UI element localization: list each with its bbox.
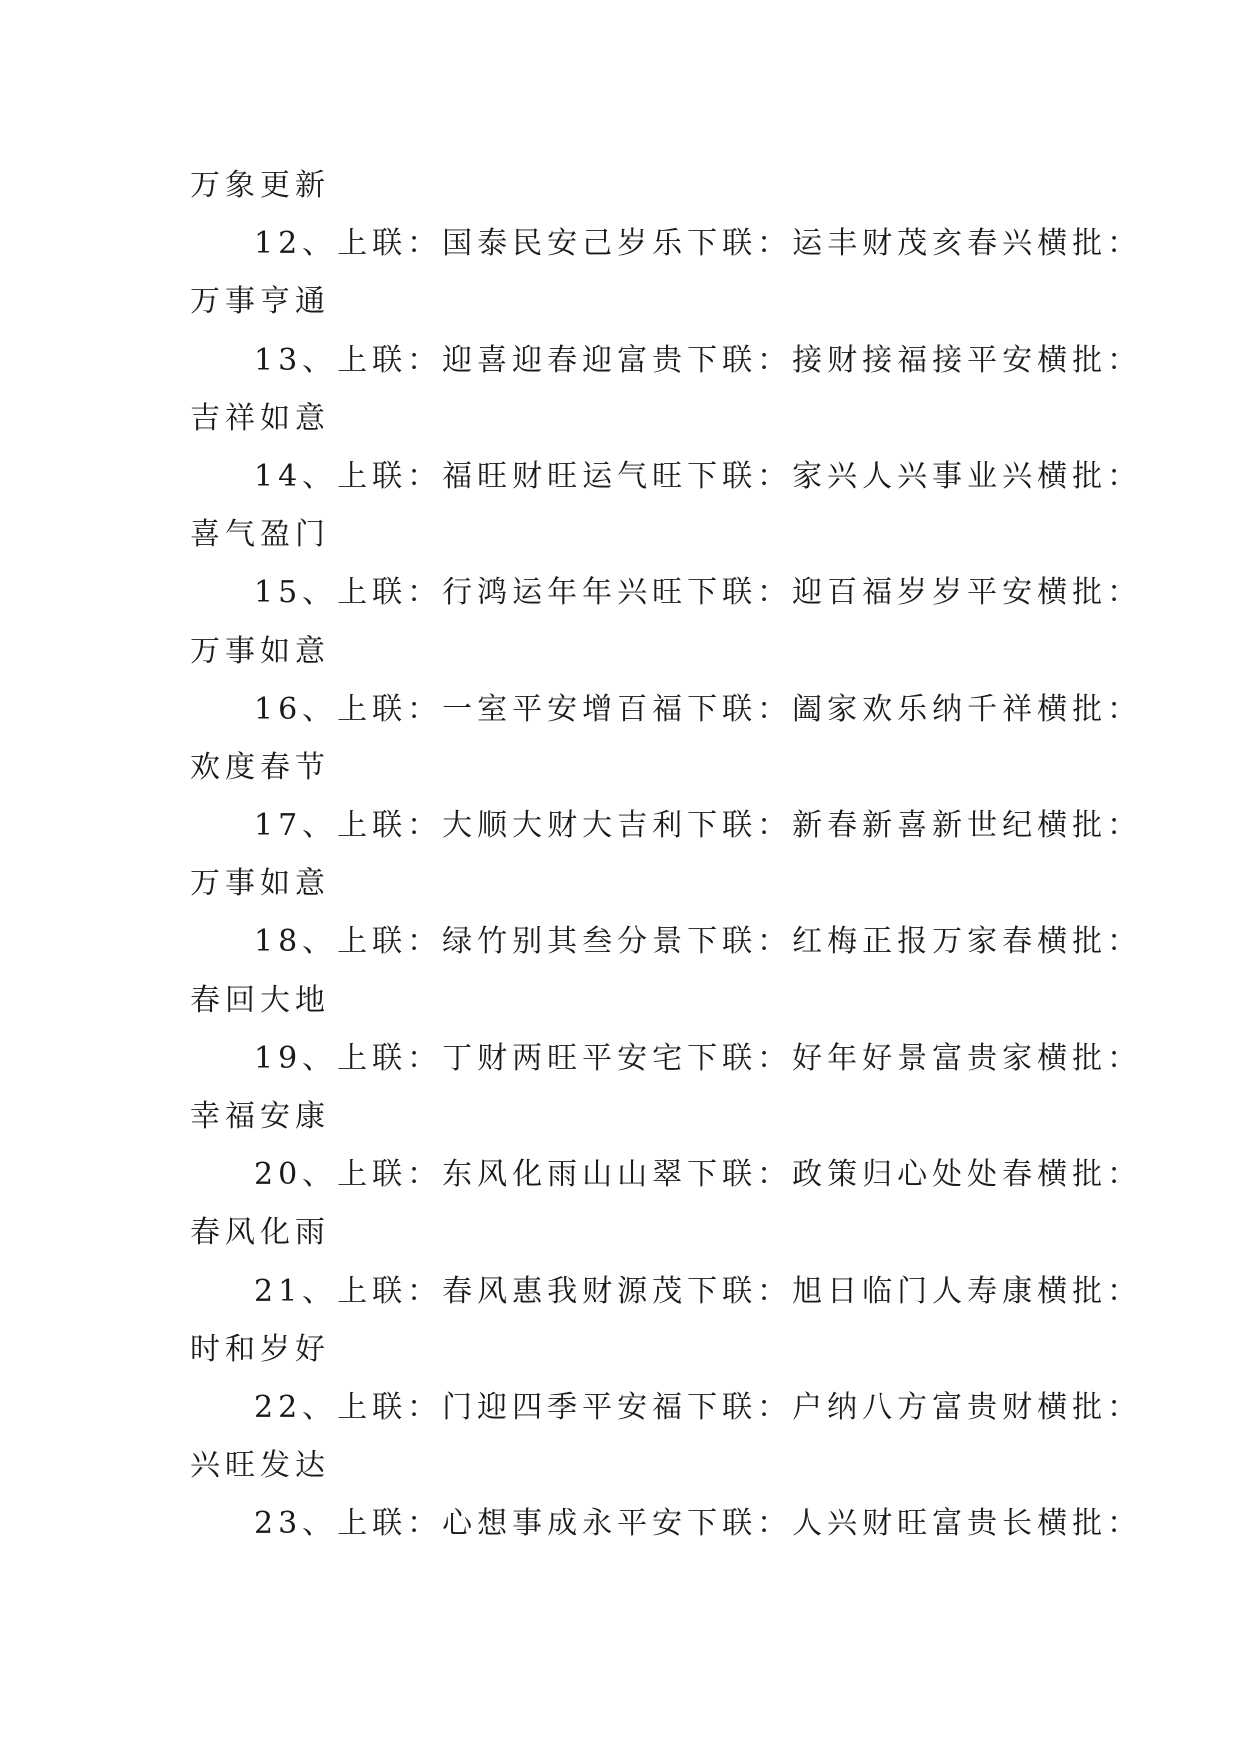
couplet-line: 15、上联：行鸿运年年兴旺下联：迎百福岁岁平安横批： [254,575,1143,611]
document-body [190,157,1143,1554]
couplet-line: 14、上联：福旺财旺运气旺下联：家兴人兴事业兴横批： [254,458,1143,494]
couplet-line: 20、上联：东风化雨山山翠下联：政策归心处处春横批： [254,1157,1143,1193]
text-line: 春风化雨 [190,1215,330,1251]
couplet-line: 23、上联：心想事成永平安下联：人兴财旺富贵长横批： [254,1506,1143,1542]
text-line: 春回大地 [190,982,330,1018]
text-line: 万事亨通 [190,284,330,320]
text-line: 万象更新 [190,168,330,203]
text-line: 幸福安康 [190,1099,330,1134]
text-line: 欢度春节 [190,749,330,785]
couplet-line: 21、上联：春风惠我财源茂下联：旭日临门人寿康横批： [254,1273,1143,1309]
text-line: 吉祥如意 [190,400,330,436]
couplet-line: 19、上联：丁财两旺平安宅下联：好年好景富贵家横批： [254,1040,1143,1076]
text-line: 喜气盈门 [190,517,330,553]
couplet-line: 16、上联：一室平安增百福下联：阖家欢乐纳千祥横批： [254,691,1143,727]
couplet-line: 13、上联：迎喜迎春迎富贵下联：接财接福接平安横批： [254,342,1143,378]
text-line: 万事如意 [190,866,330,902]
couplet-line: 12、上联：国泰民安己岁乐下联：运丰财茂亥春兴横批： [254,226,1143,262]
text-line: 万事如意 [190,633,330,669]
text-line: 兴旺发达 [190,1448,330,1484]
text-line: 时和岁好 [190,1331,330,1367]
couplet-line: 17、上联：大顺大财大吉利下联：新春新喜新世纪横批： [254,808,1143,844]
couplet-line: 22、上联：门迎四季平安福下联：户纳八方富贵财横批： [254,1389,1143,1425]
couplet-line: 18、上联：绿竹别其叁分景下联：红梅正报万家春横批： [254,924,1143,960]
